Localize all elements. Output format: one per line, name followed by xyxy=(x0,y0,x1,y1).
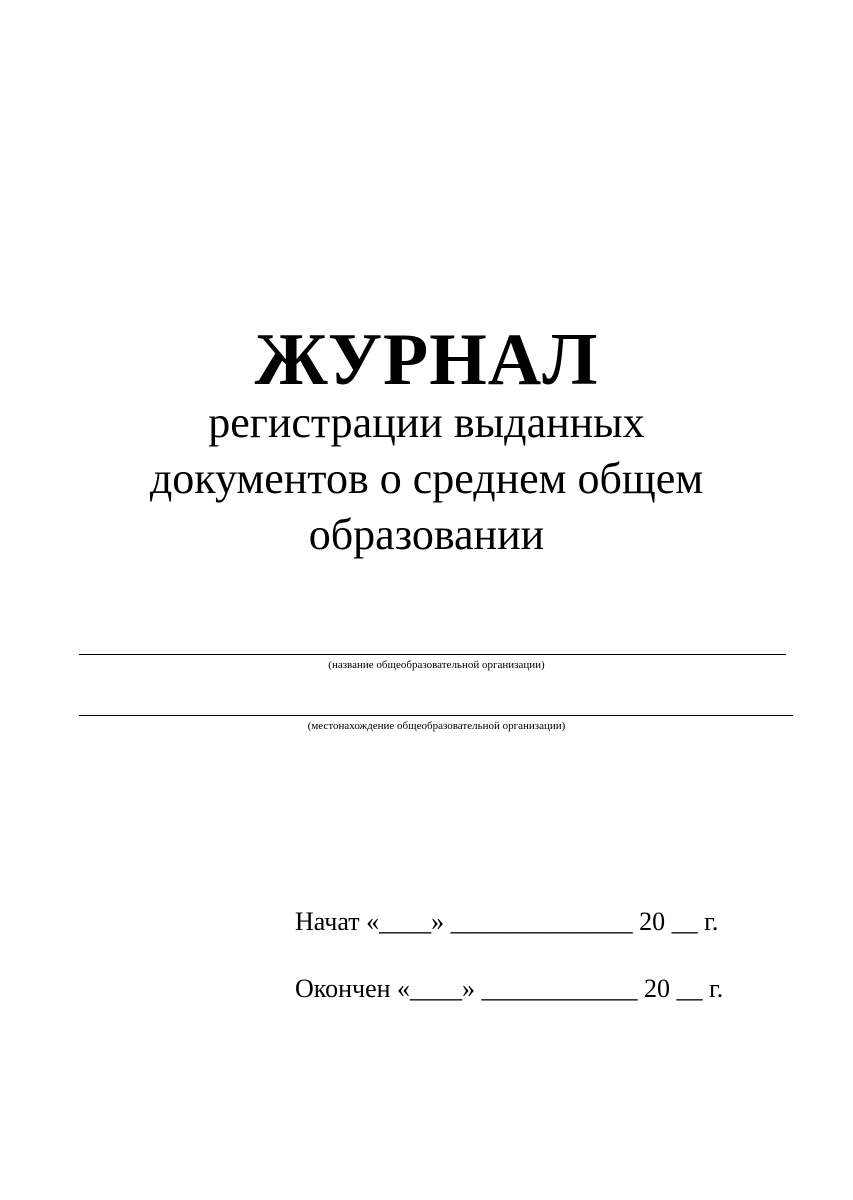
subtitle-line-1: регистрации выданных xyxy=(208,398,645,447)
subtitle-line-2: документов о среднем общем xyxy=(149,454,704,503)
org-location-blank-line xyxy=(79,715,793,716)
journal-title: ЖУРНАЛ xyxy=(254,319,599,401)
subtitle-line-3: образовании xyxy=(308,510,545,559)
end-date-line: Окончен «____» ____________ 20 __ г. xyxy=(295,974,724,1003)
org-name-blank-line xyxy=(79,654,786,655)
org-name-caption: (название общеобразовательной организации) xyxy=(328,659,545,671)
start-date-line: Начат «____» ______________ 20 __ г. xyxy=(295,907,719,936)
org-location-caption: (местонахождение общеобразовательной организации) xyxy=(307,720,566,732)
